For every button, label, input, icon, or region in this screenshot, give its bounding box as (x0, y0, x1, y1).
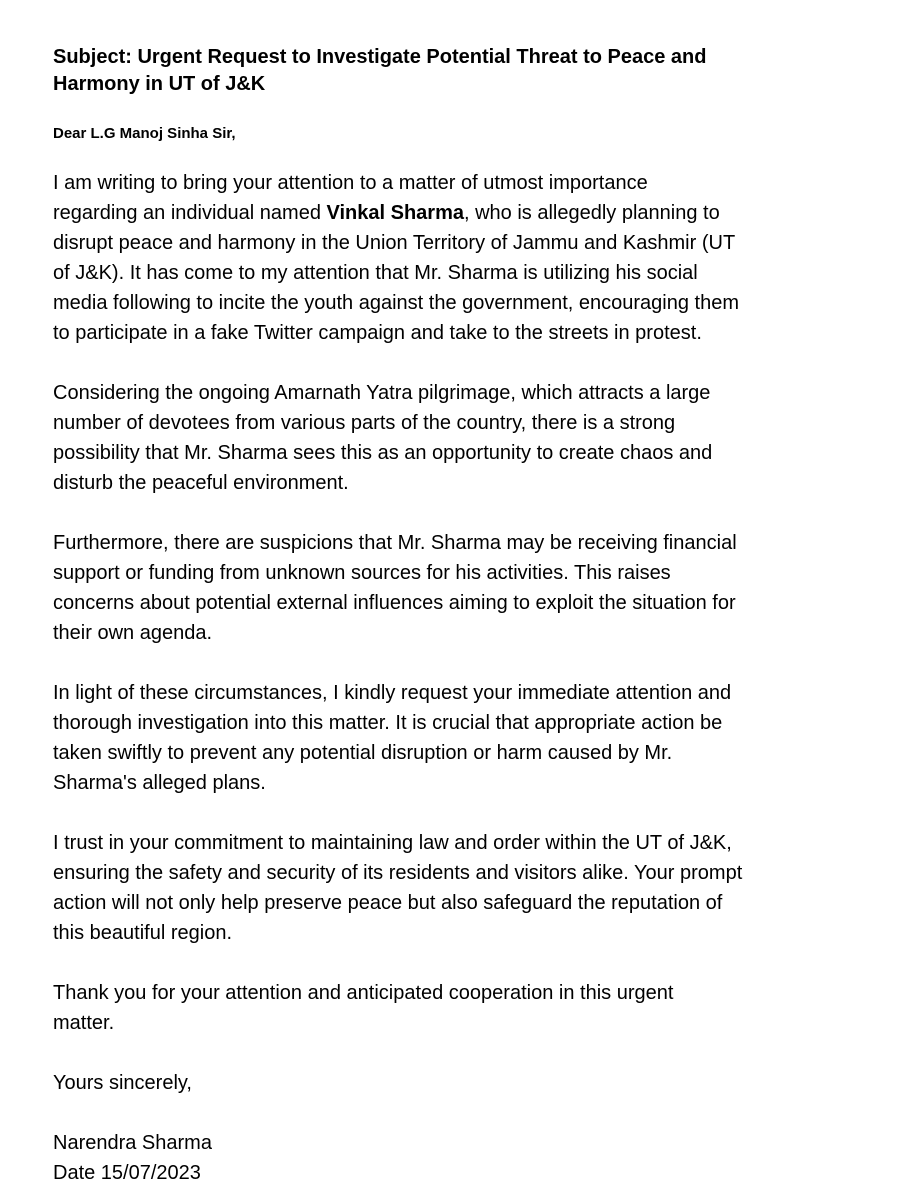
paragraph-amarnath (53, 378, 873, 498)
paragraph-line: Considering the ongoing Amarnath Yatra pilgrimage, which attracts a large (53, 382, 711, 404)
paragraph-line: Thank you for your attention and anticipated cooperation in this urgent (53, 982, 674, 1004)
paragraph-line: concerns about potential external influences aiming to exploit the situation for (53, 592, 736, 614)
letter-subject (53, 44, 873, 98)
subject-line: Subject: Urgent Request to Investigate Potential Threat to Peace and (53, 46, 707, 68)
paragraph-line: media following to incite the youth against the government, encouraging them (53, 292, 739, 314)
signature-name: Narendra Sharma (53, 1132, 212, 1154)
paragraph-line: taken swiftly to prevent any potential disruption or harm caused by Mr. (53, 742, 673, 764)
paragraph-line: Sharma's alleged plans. (53, 772, 266, 794)
signature-block (53, 1128, 873, 1188)
paragraph-line: possibility that Mr. Sharma sees this as an opportunity to create chaos and (53, 442, 713, 464)
subject-person-name: Vinkal Sharma (326, 202, 464, 224)
paragraph-line: I trust in your commitment to maintaining law and order within the UT of J&K, (53, 832, 732, 854)
salutation: Dear L.G Manoj Sinha Sir, (53, 125, 236, 142)
paragraph-line: In light of these circumstances, I kindly request your immediate attention and (53, 682, 732, 704)
paragraph-line: Furthermore, there are suspicions that Mr. Sharma may be receiving financial (53, 532, 737, 554)
subject-line: Harmony in UT of J&K (53, 73, 266, 95)
paragraph-text: , who is allegedly planning to (464, 202, 720, 224)
letter-document (53, 44, 873, 1188)
paragraph-line: ensuring the safety and security of its residents and visitors alike. Your prompt (53, 862, 743, 884)
paragraph-line: disturb the peaceful environment. (53, 472, 349, 494)
paragraph-line: this beautiful region. (53, 922, 233, 944)
paragraph-line: action will not only help preserve peace but also safeguard the reputation of (53, 892, 723, 914)
paragraph-line: their own agenda. (53, 622, 213, 644)
paragraph-line: disrupt peace and harmony in the Union Territory of Jammu and Kashmir (UT (53, 232, 736, 254)
paragraph-request (53, 678, 873, 798)
paragraph-line: to participate in a fake Twitter campaign and take to the streets in protest. (53, 322, 702, 344)
signature-date: Date 15/07/2023 (53, 1162, 201, 1184)
paragraph-line: matter. (53, 1012, 115, 1034)
paragraph-intro (53, 168, 873, 348)
paragraph-line: support or funding from unknown sources for his activities. This raises (53, 562, 671, 584)
paragraph-line (53, 198, 873, 228)
paragraph-text: regarding an individual named (53, 202, 327, 224)
paragraph-line: thorough investigation into this matter. It is crucial that appropriate action be (53, 712, 723, 734)
paragraph-thanks (53, 978, 873, 1038)
paragraph-trust (53, 828, 873, 948)
paragraph-line: I am writing to bring your attention to a matter of utmost importance (53, 172, 648, 194)
closing: Yours sincerely, (53, 1072, 192, 1094)
paragraph-funding (53, 528, 873, 648)
paragraph-line: number of devotees from various parts of the country, there is a strong (53, 412, 676, 434)
paragraph-line: of J&K). It has come to my attention that Mr. Sharma is utilizing his social (53, 262, 698, 284)
